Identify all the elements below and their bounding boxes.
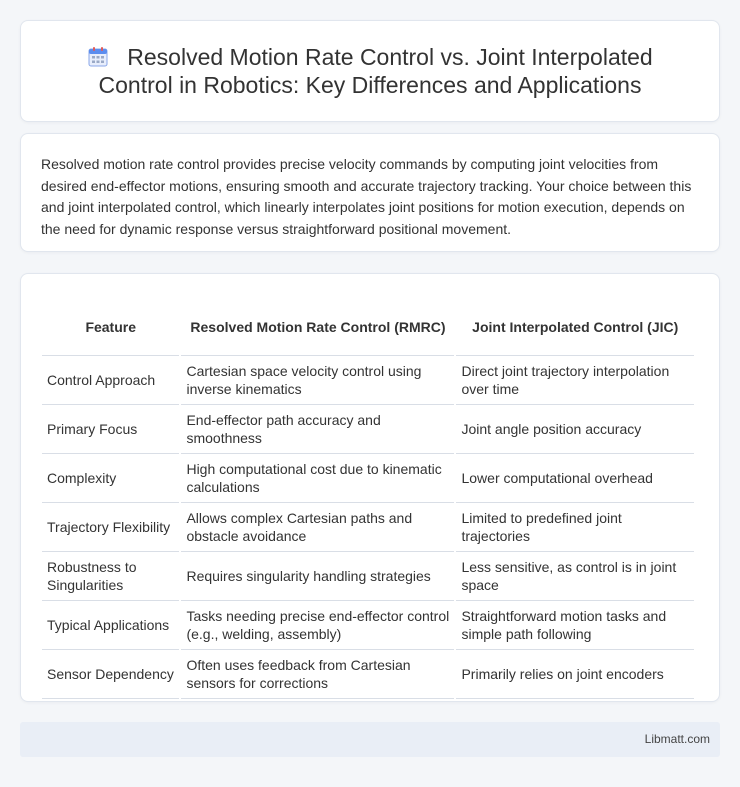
cell-jic: Limited to predefined joint trajectories: [456, 503, 694, 552]
footer-site-link[interactable]: Libmatt.com: [644, 732, 710, 746]
intro-card: [20, 133, 720, 252]
comparison-card: [20, 273, 720, 702]
cell-jic: Joint angle position accuracy: [456, 405, 694, 454]
comparison-table: [40, 294, 696, 699]
table-row: [42, 650, 694, 699]
cell-rmrc: Requires singularity handling strategies: [181, 552, 454, 601]
header-feature: Feature: [42, 294, 179, 356]
cell-rmrc: Often uses feedback from Cartesian sensors for corrections: [181, 650, 454, 699]
cell-rmrc: Allows complex Cartesian paths and obstacle avoidance: [181, 503, 454, 552]
cell-rmrc: High computational cost due to kinematic calculations: [181, 454, 454, 503]
intro-paragraph: Resolved motion rate control provides precise velocity commands by computing joint velocities from desired end-effector motions, ensuring smooth and accurate trajectory tracking. Your choice between this and joint interpolated control, which linearly interpolates joint positions for motion execution, depends on the need for dynamic response versus straightforward positional movement.: [41, 156, 692, 237]
header-jic: Joint Interpolated Control (JIC): [456, 294, 694, 356]
title-card: [20, 20, 720, 122]
table-row: [42, 552, 694, 601]
table-row: [42, 405, 694, 454]
cell-jic: Lower computational overhead: [456, 454, 694, 503]
cell-feature: Typical Applications: [42, 601, 179, 650]
header-rmrc: Resolved Motion Rate Control (RMRC): [181, 294, 454, 356]
cell-feature: Trajectory Flexibility: [42, 503, 179, 552]
cell-rmrc: End-effector path accuracy and smoothness: [181, 405, 454, 454]
table-row: [42, 601, 694, 650]
page-title: [21, 43, 719, 99]
table-row: [42, 503, 694, 552]
footer: [20, 722, 720, 757]
cell-feature: Control Approach: [42, 356, 179, 405]
cell-rmrc: Cartesian space velocity control using inverse kinematics: [181, 356, 454, 405]
table-row: [42, 356, 694, 405]
table-row: [42, 454, 694, 503]
cell-jic: Straightforward motion tasks and simple path following: [456, 601, 694, 650]
cell-feature: Complexity: [42, 454, 179, 503]
calendar-icon: [87, 46, 109, 68]
cell-feature: Primary Focus: [42, 405, 179, 454]
page-title-text: Resolved Motion Rate Control vs. Joint Interpolated Control in Robotics: Key Differences and Applications: [98, 44, 653, 98]
cell-feature: Robustness to Singularities: [42, 552, 179, 601]
cell-jic: Direct joint trajectory interpolation over time: [456, 356, 694, 405]
cell-feature: Sensor Dependency: [42, 650, 179, 699]
cell-jic: Less sensitive, as control is in joint space: [456, 552, 694, 601]
cell-rmrc: Tasks needing precise end-effector control (e.g., welding, assembly): [181, 601, 454, 650]
table-header-row: [42, 294, 694, 356]
cell-jic: Primarily relies on joint encoders: [456, 650, 694, 699]
